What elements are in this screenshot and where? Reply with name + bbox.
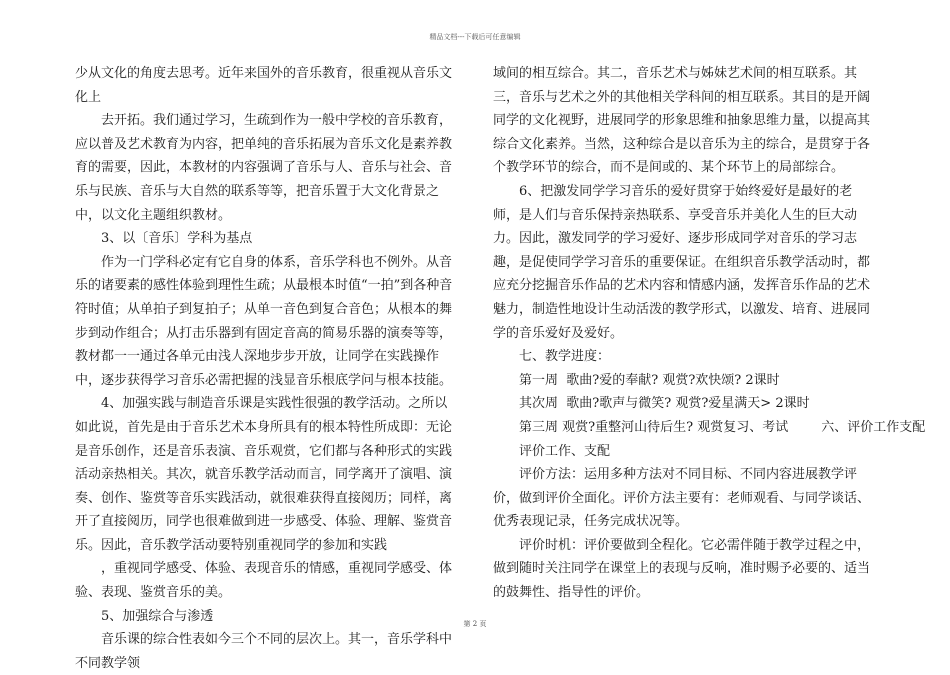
paragraph: 域间的相互综合。其二，音乐艺术与姊妹艺术间的相互联系。其三，音乐与艺术之外的其他相关学科间的相互联系。其目的是开阔同学的文化视野，进展同学的形象思维和抽象思维力量，以提高其综合文化素养。当然，这种综合是以音乐为主的综合，是贯穿于各个教学环节的综合，而不是间或的、某个环节上的局部综合。 [493, 66, 871, 176]
paragraph: 评价方法：运用多种方法对不同目标、不同内容进展教学评价，做到评价全面化。评价方法主要有：老师观看、与同学谈话、优秀表现记录，任务完成状况等。 [493, 467, 871, 530]
paragraph: 4、加强实践与制造音乐课是实践性很强的教学活动。之所以如此说，首先是由于音乐艺术本身所具有的根本特性所成即：无论是音乐创作，还是音乐表演、音乐观赏，它们都与各种形式的实践活动亲热相关。其次，就音乐教学活动而言，同学离开了演唱、演奏、创作、鉴赏等音乐实践活动，就很难获得直接阅历；同样，离开了直接阅历，同学也很难做到进一步感受、体验、理解、鉴赏音乐。因此，音乐教学活动要特别重视同学的参加和实践 [75, 396, 453, 553]
paragraph: 6、把激发同学学习音乐的爱好贯穿于始终爱好是最好的老师，是人们与音乐保持亲热联系、享受音乐并美化人生的巨大动力。因此，激发同学的学习爱好、逐步形成同学对音乐的学习志趣，是促使同学学习音乐的重要保证。在组织音乐教学活动时，都应充分挖掘音乐作品的艺术内容和情感内涵，发挥音乐作品的艺术魅力，制造性地设计生动活泼的教学形式，以激发、培育、进展同学的音乐爱好及爱好。 [493, 183, 871, 341]
left-column [75, 62, 460, 675]
paragraph: 音乐课的综合性表如今三个不同的层次上。其一，音乐学科中不同教学领 [75, 632, 453, 671]
section-heading: 3、以〔音乐〕学科为基点 [101, 231, 253, 247]
paragraph: 去开拓。我们通过学习，生疏到作为一般中学校的音乐教育，应以普及艺术教育为内容，把单纯的音乐拓展为音乐文化是素养教育的需要，因此，本教材的内容强调了音乐与人、音乐与社会、音乐与民族、音乐与大自然的联系等等，把音乐置于大文化背景之中，以文化主题组织教材。 [75, 113, 453, 223]
page-footer: 第 2 页 [463, 620, 487, 628]
page-header: 精品文档---下载后可任意编辑 [429, 33, 521, 41]
paragraph: ，重视同学感受、体验、表现音乐的情感，重视同学感受、体验、表现、鉴赏音乐的美。 [75, 561, 453, 601]
paragraph: 作为一门学科必定有它自身的体系，音乐学科也不例外。从音乐的诸要素的感性体验到理性生疏；从最根本时值“一拍”到各种音符时值；从单拍子到复拍子；从单一音色到复合音色；从根本的舞步到动作组合；从打击乐器到有固定音高的简易乐器的演奏等等，教材都一一通过各单元由浅人深地步步开放，让同学在实践操作中，逐步获得学习音乐必需把握的浅显音乐根底学问与根本技能。 [75, 254, 453, 388]
section-heading: 评价工作、支配 [519, 443, 611, 459]
schedule-item: 其次周 歌曲?歌声与微笑? 观赏?爱星满天> 2课时 [519, 396, 810, 412]
schedule-item: 第一周 歌曲?爱的奉献? 观赏?欢快颂? 2课时 [519, 372, 780, 388]
section-heading: 七、教学进度： [519, 349, 611, 365]
paragraph: 评价时机：评价要做到全程化。它必需伴随于教学过程之中，做到随时关注同学在课堂上的表现与反响，准时赐予必要的、适当的鼓舞性、指导性的评价。 [493, 537, 871, 601]
right-column [493, 62, 926, 605]
paragraph: 少从文化的角度去思考。近年来国外的音乐教育，很重视从音乐文化上 [75, 66, 453, 105]
section-heading: 5、加强综合与渗透 [101, 608, 214, 624]
schedule-item: 第三周 观赏?重整河山待后生? 观赏复习、考试 六、评价工作支配 [519, 419, 926, 435]
